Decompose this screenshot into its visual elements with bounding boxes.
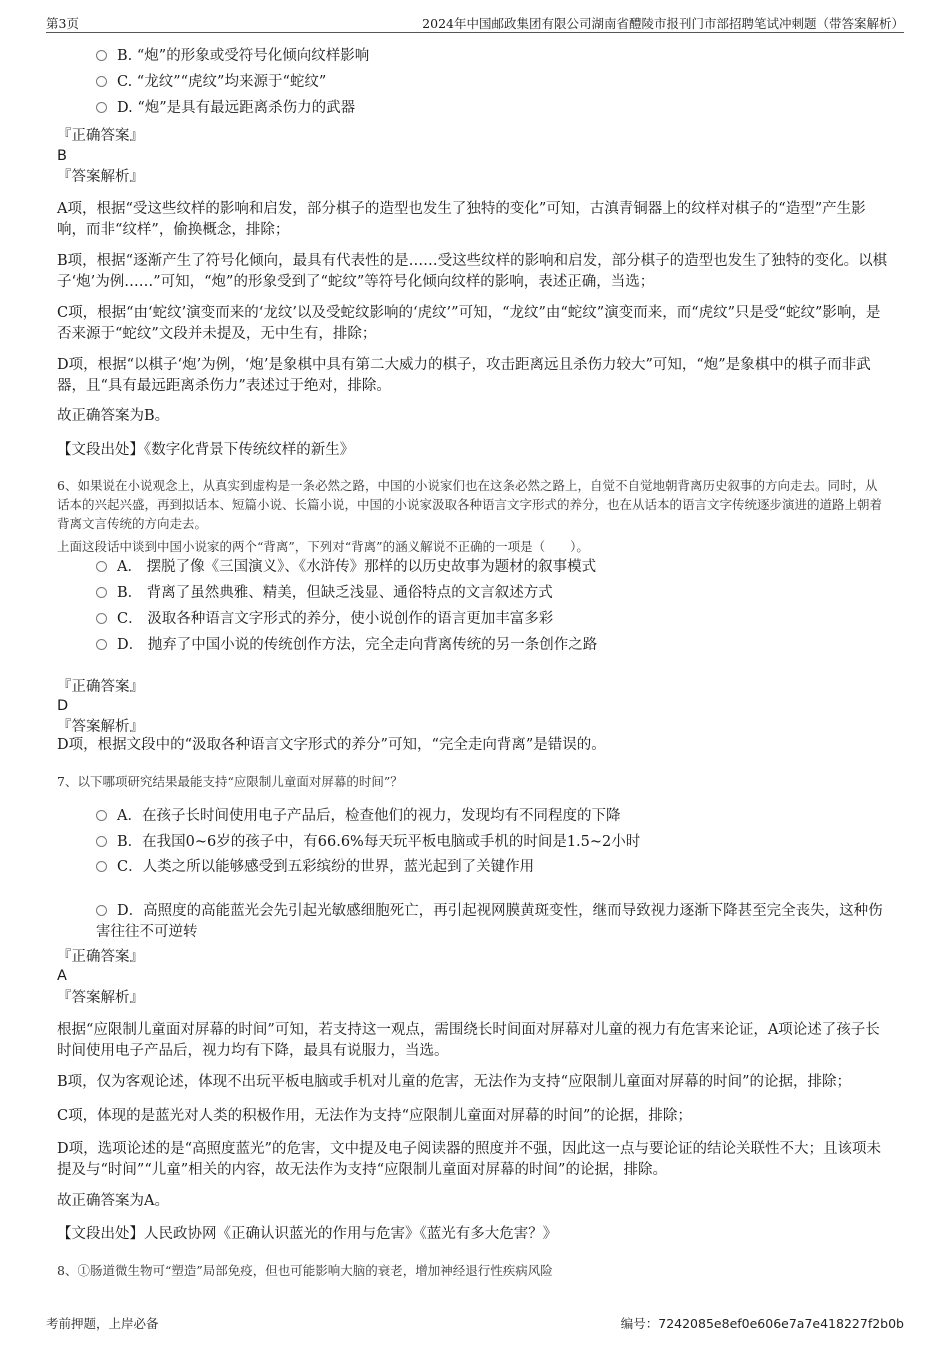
q6-option-b-text: B． 背离了虽然典雅、精美，但缺乏浅显、通俗特点的文言叙述方式 [117,585,553,601]
document-code-label: 编号： [620,1316,659,1331]
q5-source: 【文段出处】《数字化背景下传统纹样的新生》 [57,442,355,458]
document-code-value: 7242085e8ef0e606e7a7e418227f2b0b [658,1316,904,1331]
q6-option-c[interactable] [96,609,553,630]
radio-icon[interactable] [96,50,107,61]
q6-answer: D [57,698,69,714]
q7-option-d[interactable] [96,901,888,943]
page-number: 第3页 [46,16,79,31]
radio-icon[interactable] [96,587,107,598]
q7-option-d-text: D．高照度的高能蓝光会先引起光敏感细胞死亡，再引起视网膜黄斑变性，继而导致视力逐渐下降甚至完全丧失，这种伤害往往不可逆转 [96,903,883,940]
q5-answer: B [57,148,67,164]
q5-answer-label: 『正确答案』 [57,128,144,144]
q5-analysis-label: 『答案解析』 [57,169,144,185]
q5-option-b[interactable] [96,46,369,67]
radio-icon[interactable] [96,76,107,87]
q6-answer-label: 『正确答案』 [57,679,144,695]
q7-option-c-text: C．人类之所以能够感受到五彩缤纷的世界，蓝光起到了关键作用 [117,859,535,875]
q6-question: 上面这段话中谈到中国小说家的两个“背离”，下列对“背离”的涵义解说不正确的一项是（ ）。 [57,539,589,554]
q7-analysis-1: 根据“应限制儿童面对屏幕的时间”可知，若支持这一观点，需围绕长时间面对屏幕对儿童的视力有危害来论证，A项论述了孩子长时间使用电子产品后，视力均有下降，最具有说服力，当选。 [57,1022,880,1059]
q7-analysis-d: D项，选项论述的是“高照度蓝光”的危害，文中提及电子阅读器的照度并不强，因此这一点与要论证的结论关联性不大；且该项未提及与“时间”“儿童”相关的内容，故无法作为支持“应限制儿童面对屏幕的时间”的论据，排除。 [57,1141,881,1178]
q7-analysis-c: C项，体现的是蓝光对人类的积极作用，无法作为支持“应限制儿童面对屏幕的时间”的论据，排除； [57,1108,692,1124]
q5-conclusion: 故正确答案为B。 [57,408,170,424]
footer-slogan: 考前押题，上岸必备 [46,1316,159,1331]
q5-analysis-c: C项，根据“由‘蛇纹’演变而来的‘龙纹’以及受蛇纹影响的‘虎纹’”可知，“龙纹”由“蛇纹”演变而来，而“虎纹”只是受“蛇纹”影响，是否来源于“蛇纹”文段并未提及，无中生有，排除； [57,305,881,342]
radio-icon[interactable] [96,810,107,821]
q7-answer: A [57,968,67,984]
q6-option-d[interactable] [96,635,597,656]
q7-option-b[interactable] [96,832,640,853]
radio-icon[interactable] [96,613,107,624]
q5-option-c-text: C. “龙纹”“虎纹”均来源于“蛇纹” [117,74,327,90]
radio-icon[interactable] [96,861,107,872]
q6-option-c-text: C． 汲取各种语言文字形式的养分，使小说创作的语言更加丰富多彩 [117,611,554,627]
q6-option-d-text: D． 抛弃了中国小说的传统创作方法，完全走向背离传统的另一条创作之路 [117,637,598,653]
q6-analysis: D项，根据文段中的“汲取各种语言文字形式的养分”可知，“完全走向背离”是错误的。 [57,737,606,753]
q7-analysis-b: B项，仅为客观论述，体现不出玩平板电脑或手机对儿童的危害，无法作为支持“应限制儿童面对屏幕的时间”的论据，排除； [57,1074,851,1090]
q7-option-a-text: A．在孩子长时间使用电子产品后，检查他们的视力，发现均有不同程度的下降 [117,808,621,824]
document-code [621,1314,904,1332]
q6-option-a[interactable] [96,557,596,578]
q6-option-a-text: A． 摆脱了像《三国演义》、《水浒传》那样的以历史故事为题材的叙事模式 [117,559,597,575]
q5-option-c[interactable] [96,72,326,93]
q5-analysis-d: D项，根据“以棋子‘炮’为例，‘炮’是象棋中具有第二大威力的棋子，攻击距离远且杀伤力较大”可知，“炮”是象棋中的棋子而非武器，且“具有最远距离杀伤力”表述过于绝对，排除。 [57,357,871,394]
q5-option-d[interactable] [96,98,355,119]
document-title: 2024年中国邮政集团有限公司湖南省醴陵市报刊门市部招聘笔试冲刺题（带答案解析） [422,16,904,31]
q5-analysis-a: A项，根据“受这些纹样的影响和启发，部分棋子的造型也发生了独特的变化”可知，古滇青铜器上的纹样对棋子的“造型”产生影响，而非“纹样”，偷换概念，排除； [57,201,866,238]
radio-icon[interactable] [96,102,107,113]
q5-analysis-b: B项，根据“逐渐产生了符号化倾向，最具有代表性的是……受这些纹样的影响和启发，部分棋子的造型也发生了独特的变化。以棋子‘炮’为例……”可知，“炮”的形象受到了“蛇纹”等符号化倾向纹样的影响，表述正确，当选； [57,253,888,290]
q7-stem: 7、以下哪项研究结果最能支持“应限制儿童面对屏幕的时间”？ [57,774,403,789]
q8-stem: 8、①肠道微生物可“塑造”局部免疫，但也可能影响大脑的衰老，增加神经退行性疾病风险 [57,1263,553,1278]
q5-option-d-text: D. “炮”是具有最远距离杀伤力的武器 [117,100,356,116]
page-footer [46,1310,904,1332]
radio-icon[interactable] [96,836,107,847]
page-header [46,12,904,33]
q5-option-b-text: B. “炮”的形象或受符号化倾向纹样影响 [117,48,370,64]
q7-option-c[interactable] [96,857,534,878]
radio-icon[interactable] [96,905,107,916]
q6-stem: 6、如果说在小说观念上，从真实到虚构是一条必然之路，中国的小说家们也在这条必然之路上，自觉不自觉地朝背离历史叙事的方向走去。同时，从话本的兴起兴盛，再到拟话本、短篇小说、长篇小说，中国的小说家汲取各种语言文字形式的养分，也在从话本的语言文字传统逐步演进的道路上朝着背离文言传统的方向走去。 [57,478,883,531]
q7-analysis-label: 『答案解析』 [57,990,144,1006]
q7-option-b-text: B．在我国0~6岁的孩子中，有66.6%每天玩平板电脑或手机的时间是1.5~2小时 [117,834,641,850]
q7-option-a[interactable] [96,806,620,827]
q7-conclusion: 故正确答案为A。 [57,1193,169,1209]
radio-icon[interactable] [96,561,107,572]
q7-answer-label: 『正确答案』 [57,949,144,965]
q6-option-b[interactable] [96,583,553,604]
q6-analysis-label: 『答案解析』 [57,719,144,735]
q7-source: 【文段出处】人民政协网《正确认识蓝光的作用与危害》《蓝光有多大危害？》 [57,1226,558,1242]
radio-icon[interactable] [96,639,107,650]
